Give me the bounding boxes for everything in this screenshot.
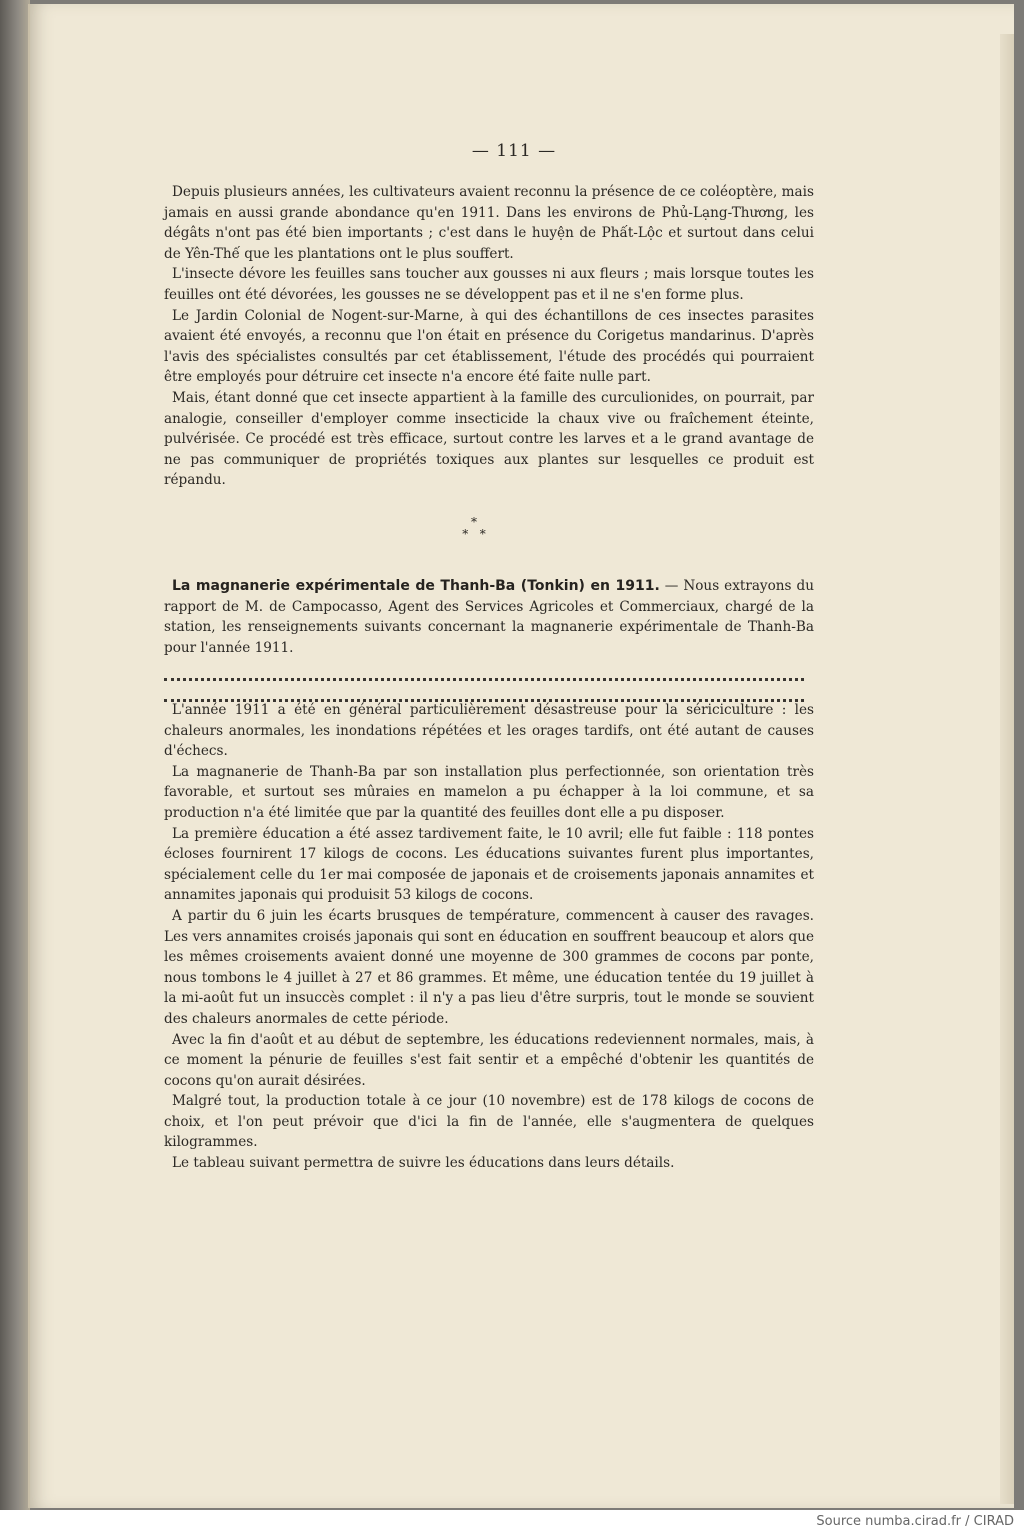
paragraph: Malgré tout, la production totale à ce jour (10 novembre) est de 178 kilogs de cocons de choix, et l'on peut prévoir que d'ici la fin de l'année, elle s'augmentera de quelques kilogrammes.	[164, 1093, 814, 1151]
paragraph: La première éducation a été assez tardivement faite, le 10 avril; elle fut faible : 118 pontes écloses fournirent 17 kilogs de cocons. Les éducations suivantes furent plus importantes, spécialement celle du 1er mai composée de japonais et de croisements japonais annamites et annamites japonais qui produisit 53 kilogs de cocons.	[164, 825, 814, 904]
footer-bar	[0, 1512, 1024, 1533]
paragraph: Depuis plusieurs années, les cultivateurs avaient reconnu la présence de ce coléoptère, mais jamais en aussi grande abondance qu'en 1911. Dans les environs de Phủ-Lạng-Thương, les dégâts n'ont pas été bien importants ; c'est dans le huyện de Phất-Lộc et surtout dans celui de Yên-Thế que les plantations ont le plus souffert.	[164, 184, 814, 262]
paragraph: L'année 1911 a été en général particulièrement désastreuse pour la sériciculture : les chaleurs anormales, les inondations répétées et les orages tardifs, ont été autant de causes d'échecs.	[164, 702, 814, 760]
section-intro-text: — Nous extrayons du rapport de M. de Campocasso, Agent des Services Agricoles et Commerciaux, chargé de la station, les renseignements suivants concernant la magnanerie expérimentale de Thanh-Ba pour l'année 1911.	[164, 578, 814, 656]
paragraph: La magnanerie de Thanh-Ba par son installation plus perfectionnée, son orientation très favorable, et surtout ses mûraies en mamelon a pu échapper à la loi commune, et sa production n'a été limitée que par la quantité des feuilles dont elle a pu disposer.	[164, 763, 814, 821]
section-intro	[164, 576, 814, 658]
separator-stars-bottom: * *	[462, 527, 486, 541]
section-magnanerie-body	[164, 700, 814, 1174]
separator-star-top: *	[471, 515, 477, 529]
source-credit: Source numba.cirad.fr / CIRAD	[816, 1514, 1014, 1529]
section-heading: La magnanerie expérimentale de Thanh-Ba (Tonkin) en 1911.	[172, 578, 660, 594]
paragraph: Avec la fin d'août et au début de septembre, les éducations redeviennent normales, mais, à ce moment la pénurie de feuilles s'est fait sentir et a empêché d'obtenir les quantités de cocons qu'on aurait désirées.	[164, 1031, 814, 1089]
paragraph: L'insecte dévore les feuilles sans toucher aux gousses ni aux fleurs ; mais lorsque toutes les feuilles ont été dévorées, les gousses ne se développent pas et il ne s'en forme plus.	[164, 266, 814, 303]
book-binding	[0, 0, 30, 1510]
page-number: — 111 —	[471, 141, 557, 161]
paragraph: A partir du 6 juin les écarts brusques de température, commencent à causer des ravages. Les vers annamites croisés japonais qui sont en éducation en souffrent beaucoup et alors que les mêmes croisements avaient donné une moyenne de 300 grammes de cocons par ponte, nous tombons le 4 juillet à 27 et 86 grammes. Et même, une éducation tentée du 19 juillet à la mi-août fut un insuccès complet : il n'y a pas lieu d'être surpris, tout le monde se souvient des chaleurs anormales de cette période.	[164, 907, 814, 1027]
paragraph: Le Jardin Colonial de Nogent-sur-Marne, à qui des échantillons de ces insectes parasites avaient été envoyés, a reconnu que l'on était en présence du Corigetus mandarinus. D'après l'avis des spécialistes consultés par cet établissement, l'étude des procédés qui pourraient être employés pour détruire cet insecte n'a encore été faite nulle part.	[164, 307, 814, 386]
book-page	[28, 4, 1014, 1508]
paragraph: Le tableau suivant permettra de suivre les éducations dans leurs détails.	[172, 1155, 675, 1172]
section-magnanerie	[164, 576, 814, 710]
page-edge	[1000, 34, 1014, 1504]
ellipsis-line	[164, 664, 804, 681]
paragraph: Mais, étant donné que cet insecte appartient à la famille des curculionides, on pourrait, par analogie, conseiller d'employer comme insecticide la chaux vive ou fraîchement éteinte, pulvérisée. Ce procédé est très efficace, surtout contre les larves et a le grand avantage de ne pas communiquer de propriétés toxiques aux plantes sur lesquelles ce produit est répandu.	[164, 389, 814, 489]
section-coleoptere	[164, 182, 814, 491]
section-separator	[454, 516, 494, 540]
